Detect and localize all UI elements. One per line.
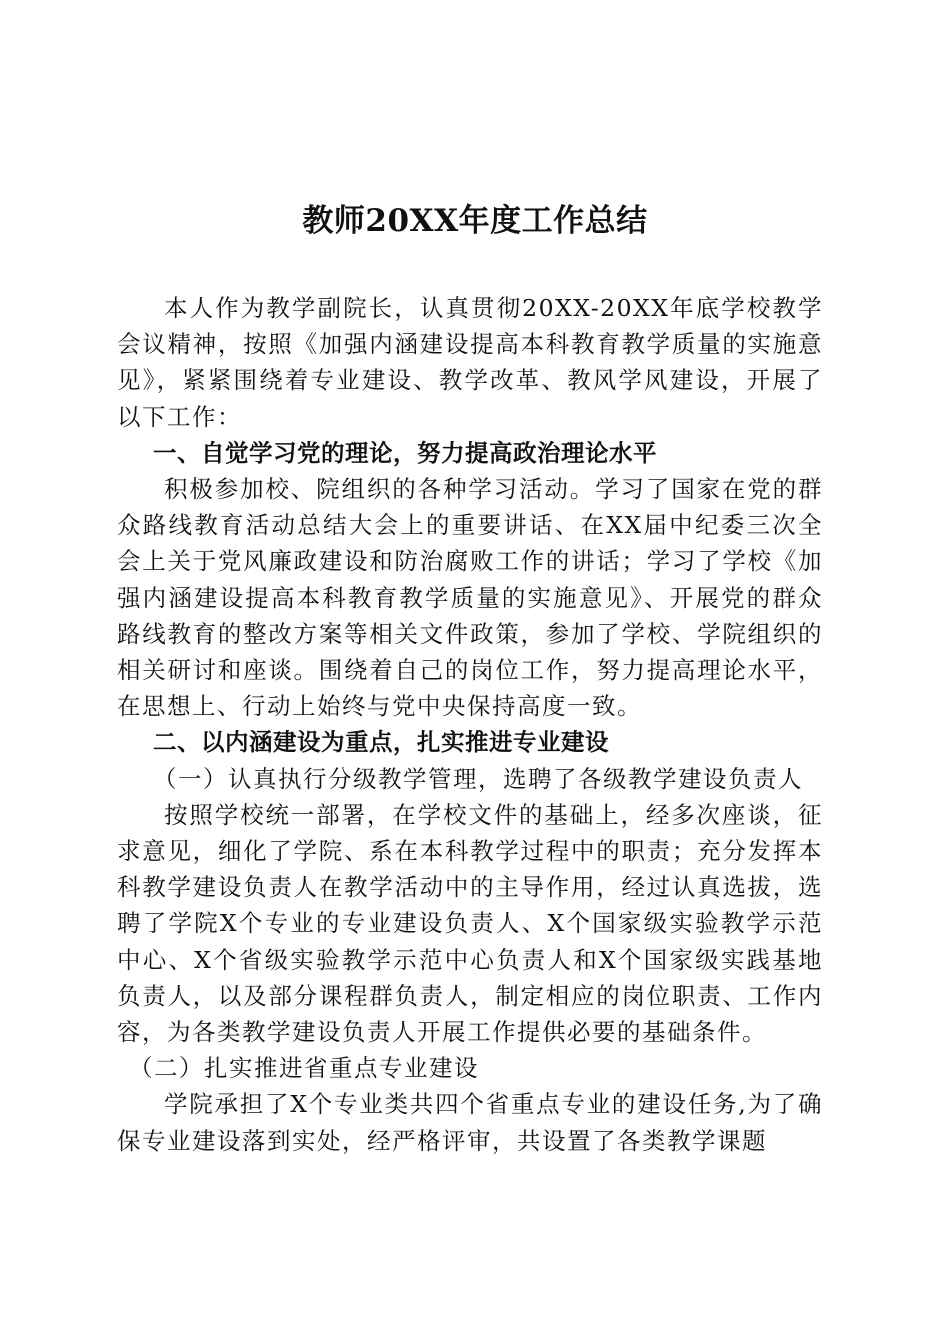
subsection-2-paragraph: 学院承担了X个专业类共四个省重点专业的建设任务,为了确保专业建设落到实处，经严格评审，共设置了各类教学课题: [117, 1090, 823, 1155]
subsection-heading-2: （二）扎实推进省重点专业建设: [129, 1054, 479, 1083]
section-heading-2: 二、以内涵建设为重点，扎实推进专业建设: [153, 728, 609, 757]
subsection-heading-1: （一）认真执行分级教学管理，选聘了各级教学建设负责人: [153, 764, 803, 793]
section-heading-1: 一、自觉学习党的理论，努力提高政治理论水平: [153, 438, 657, 467]
document-body: [117, 290, 823, 1159]
subsection-1-paragraph: 按照学校统一部署，在学校文件的基础上，经多次座谈，征求意见，细化了学院、系在本科教学过程中的职责；充分发挥本科教学建设负责人在教学活动中的主导作用，经过认真选拔，选聘了学院X个专业的专业建设负责人、X个国家级实验教学示范中心、X个省级实验教学示范中心负责人和X个国家级实践基地负责人，以及部分课程群负责人，制定相应的岗位职责、工作内容，为各类教学建设负责人开展工作提供必要的基础条件。: [117, 800, 823, 1047]
section-1-paragraph: 积极参加校、院组织的各种学习活动。学习了国家在党的群众路线教育活动总结大会上的重要讲话、在XX届中纪委三次全会上关于党风廉政建设和防治腐败工作的讲话；学习了学校《加强内涵建设提高本科教育教学质量的实施意见》、开展党的群众路线教育的整改方案等相关文件政策，参加了学校、学院组织的相关研讨和座谈。围绕着自己的岗位工作，努力提高理论水平，在思想上、行动上始终与党中央保持高度一致。: [117, 475, 823, 721]
intro-paragraph: 本人作为教学副院长，认真贯彻20XX-20XX年底学校教学会议精神，按照《加强内涵建设提高本科教育教学质量的实施意见》，紧紧围绕着专业建设、教学改革、教风学风建设，开展了以下工作：: [117, 294, 823, 431]
document-title: 教师20XX年度工作总结: [302, 203, 648, 239]
